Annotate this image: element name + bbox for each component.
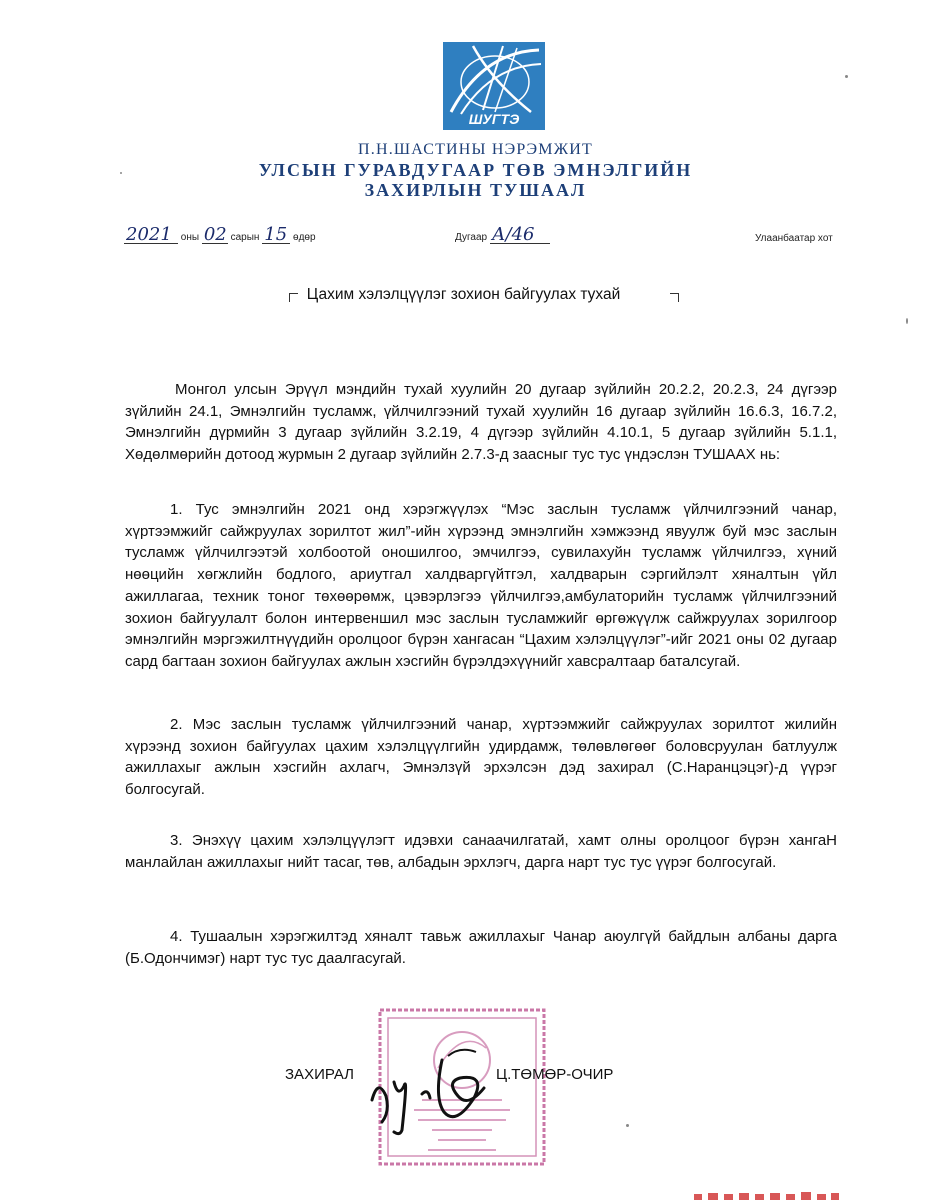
signatory-role: ЗАХИРАЛ [285, 1066, 355, 1083]
order-item-3: 3. Энэхүү цахим хэлэлцүүлэгт идэвхи санаачилгатай, хамт олны оролцоог бүрэн хангаН манлайлан ажиллахыг нийт тасаг, төв, албадын эрхлэгч, дарга нарт тус тус үүрэг болгосугай. [125, 832, 837, 871]
document-title: ЗАХИРЛЫН ТУШААЛ [364, 180, 587, 200]
organization-name: УЛСЫН ГУРАВДУГААР ТӨВ ЭМНЭЛГИЙН [258, 160, 693, 180]
hospital-logo [443, 42, 545, 130]
scan-speck [845, 75, 848, 78]
order-item-4: 4. Тушаалын хэрэгжилтэд хяналт тавьж ажиллахыг Чанар аюулгүй байдлын албаны дарга (Б.Одончимэг) нарт тус тус даалгасугай. [125, 928, 837, 967]
logo-text: ШУГТЭ [468, 111, 520, 127]
intro-paragraph: Монгол улсын Эрүүл мэндийн тухай хуулийн 20 дугаар зүйлийн 20.2.2, 20.2.3, 24 дүгээр зүйлийн 24.1, Эмнэлгийн тусламж, үйлчилгээний тухай хуулийн 16 дугаар зүйлийн 16.6.3, 16.7.2, Эмнэлгийн дүрмийн 3 дугаар зүйлийн 3.2.19, 4 дүгээр зүйлийн 4.10.1, 5 дугаар зүйлийн 5.1.1, Хөдөлмөрийн дотоод журмын 2 дугаар зүйлийн 2.7.3-д заасныг тус тус үндэслэн ТУШААХ нь: [125, 381, 837, 464]
subject-title: Цахим хэлэлцүүлэг зохион байгуулах тухай [306, 286, 621, 303]
city: Улаанбаатар хот [755, 233, 833, 244]
scan-speck [906, 318, 908, 324]
year-value: 2021 [124, 227, 178, 244]
day-value: 15 [262, 227, 290, 244]
scan-speck [120, 172, 122, 174]
order-item-2: 2. Мэс заслын тусламж үйлчилгээний чанар, хүртээмжийг сайжруулах зорилтот жилийн хүрээнд зохион байгуулах цахим хэлэлцүүлгийн удирдамж, төлөвлөгөөг боловсруулан батлуулж ажиллахыг ажлын хэсгийн ахлагч, Эмнэлзүй эрхэлсэн дэд захирал (С.Наранцэцэг)-д үүрэг болгосугай. [125, 716, 837, 799]
year-suffix: оны [180, 232, 200, 243]
signatory-name: Ц.ТӨМӨР-ОЧИР [496, 1066, 614, 1083]
month-suffix: сарын [230, 232, 260, 243]
order-item-1: 1. Тус эмнэлгийн 2021 онд хэрэгжүүлэх “Мэс заслын тусламж үйлчилгээний чанар, хүртээмжийг сайжруулах зорилтот жил”-ийн хүрээнд эмнэлгийн хэмжээнд явуулж буй мэс заслын тусламж үйлчилгээтэй холбоотой оношилгоо, эмчилгээ, сувилахуйн тусламж үйлчилгээ, хүний нөөцийн хөгжлийн бодлого, ариутгал халдваргүйтгэл, халдварын сэргийлэлт хяналтын үйл ажиллагаа, техник тоног төхөөрөмж, цэвэрлэгээ үйлчилгээ,амбулаторийн тусламж үйлчилгээний зохион байгуулалт болон интервеншил мэс заслын тусламжийг өргөжүүлж сайжруулах зорилгоор эмнэлгийн мэргэжилтнүүдийн оролцоог бүрэн хангасан “Цахим хэлэлцүүлэг”-ийг 2021 оны 02 дугаар сард багтаан зохион байгуулах ажлын хэсгийн бүрэлдэхүүнийг хавсралтаар баталсугай. [125, 501, 837, 670]
number-label: Дугаар [455, 232, 488, 243]
handwritten-signature [364, 1038, 516, 1138]
date-line [124, 224, 316, 245]
month-value: 02 [203, 224, 227, 245]
number-value: А/46 [490, 227, 550, 244]
subject-bracket-right [670, 293, 679, 302]
scan-speck [626, 1124, 629, 1127]
day-suffix: өдөр [293, 232, 316, 243]
red-ink-mark [692, 1188, 842, 1200]
organization-subtitle: П.Н.ШАСТИНЫ НЭРЭМЖИТ [358, 141, 593, 158]
document-number [455, 224, 550, 245]
